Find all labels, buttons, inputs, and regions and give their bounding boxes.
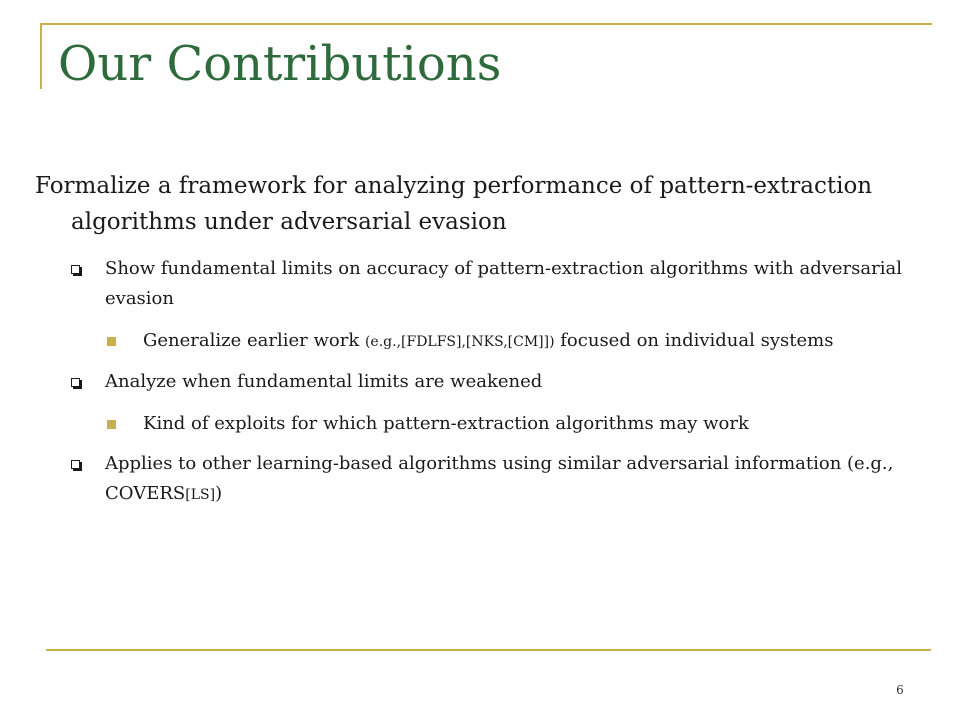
subpoint-text-start: Generalize earlier work	[143, 330, 365, 351]
slide-title: Our Contributions	[58, 36, 502, 92]
point-text: Show fundamental limits on accuracy of pattern-extraction algorithms with adversarial evasion	[105, 258, 902, 309]
point-other-algorithms	[71, 449, 940, 510]
page-number: 6	[896, 683, 904, 697]
bottom-rule	[46, 649, 931, 651]
subpoint-exploits	[105, 409, 940, 439]
filled-square-bullet-icon	[107, 420, 116, 429]
top-rule	[40, 23, 932, 25]
citation: (e.g.,[FDLFS],[NKS,[CM]])	[364, 334, 555, 350]
subpoint-text-end: focused on individual systems	[554, 330, 834, 351]
subpoint-generalize	[105, 326, 940, 357]
left-rule	[40, 23, 42, 89]
point-weakened-limits	[71, 367, 940, 397]
point-text-start: Applies to other learning-based algorithms using similar adversarial information (e.g., COVERS	[105, 453, 894, 504]
filled-square-bullet-icon	[107, 337, 116, 346]
point-text-end: )	[215, 483, 223, 504]
point-text: Analyze when fundamental limits are weakened	[105, 371, 543, 392]
main-point: Formalize a framework for analyzing performance of pattern-extraction algorithms under adversarial evasion	[35, 173, 873, 235]
square-bullet-icon	[71, 265, 80, 274]
subpoint-text: Kind of exploits for which pattern-extraction algorithms may work	[143, 413, 749, 434]
slide-content	[35, 168, 940, 522]
point-fundamental-limits	[71, 254, 940, 314]
citation: [LS]	[185, 487, 216, 503]
square-bullet-icon	[71, 378, 80, 387]
square-bullet-icon	[71, 460, 80, 469]
